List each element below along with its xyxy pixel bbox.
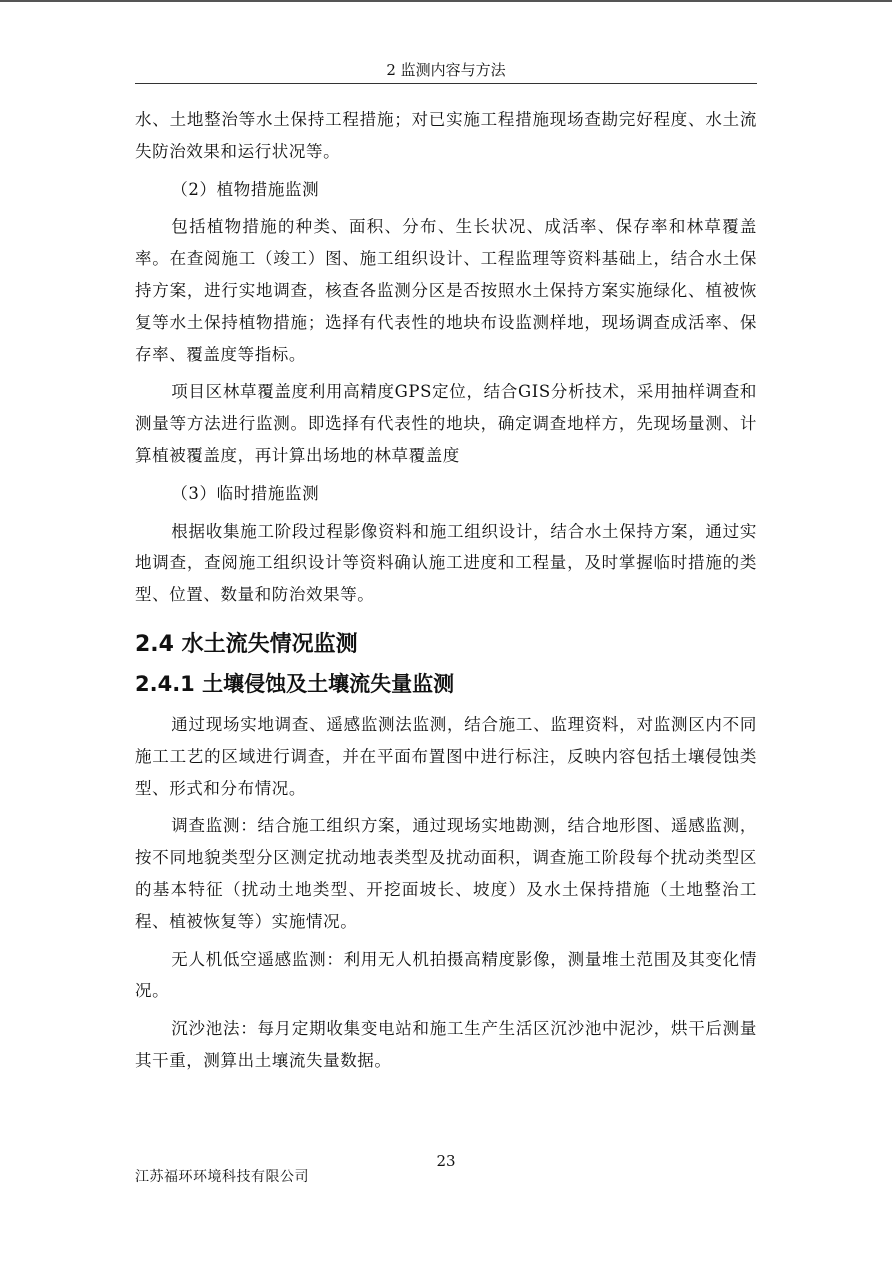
- subsection-heading: 2.4.1 土壤侵蚀及土壤流失量监测: [135, 671, 455, 696]
- paragraph-survey-monitoring: 调查监测：结合施工组织方案，通过现场实地勘测，结合地形图、遥感监测，按不同地貌类型分区测定扰动地表类型及扰动面积，调查施工阶段每个扰动类型区的基本特征（扰动土地类型、开挖面坡长、坡度）及水土保持措施（土地整治工程、植被恢复等）实施情况。: [135, 816, 757, 931]
- company-name: 江苏福环环境科技有限公司: [135, 1169, 309, 1185]
- running-header-title: 2 监测内容与方法: [386, 61, 506, 79]
- item-heading-plant-measures: （2）植物措施监测: [171, 179, 320, 199]
- paragraph-sediment-pond: 沉沙池法：每月定期收集变电站和施工生产生活区沉沙池中泥沙，烘干后测量其干重，测算出土壤流失量数据。: [135, 1019, 757, 1070]
- paragraph-engineering-measures: 水、土地整治等水土保持工程措施；对已实施工程措施现场查勘完好程度、水土流失防治效果和运行状况等。: [135, 110, 757, 161]
- page-number: 23: [436, 1152, 456, 1170]
- section-heading: 2.4 水土流失情况监测: [135, 631, 358, 657]
- paragraph-site-survey: 通过现场实地调查、遥感监测法监测，结合施工、监理资料，对监测区内不同施工工艺的区域进行调查，并在平面布置图中进行标注，反映内容包括土壤侵蚀类型、形式和分布情况。: [135, 714, 757, 798]
- page-top-border: [0, 0, 892, 2]
- paragraph-drone-monitoring: 无人机低空遥感监测：利用无人机拍摄高精度影像，测量堆土范围及其变化情况。: [135, 949, 757, 1001]
- header-divider: [135, 83, 757, 84]
- paragraph-temporary-measures: 根据收集施工阶段过程影像资料和施工组织设计，结合水土保持方案，通过实地调查，查阅施工组织设计等资料确认施工进度和工程量，及时掌握临时措施的类型、位置、数量和防治效果等。: [135, 521, 757, 605]
- paragraph-vegetation-coverage: 项目区林草覆盖度利用高精度GPS定位，结合GIS分析技术，采用抽样调查和测量等方法进行监测。即选择有代表性的地块，确定调查地样方，先现场量测、计算植被覆盖度，再计算出场地的林草覆盖度: [135, 382, 757, 465]
- item-heading-temporary-measures: （3）临时措施监测: [171, 483, 320, 503]
- document-body: [135, 104, 757, 1077]
- paragraph-plant-measures: 包括植物措施的种类、面积、分布、生长状况、成活率、保存率和林草覆盖率。在查阅施工（竣工）图、施工组织设计、工程监理等资料基础上，结合水土保持方案，进行实地调查，核查各监测分区是否按照水土保持方案实施绿化、植被恢复等水土保持植物措施；选择有代表性的地块布设监测样地，现场调查成活率、保存率、覆盖度等指标。: [135, 217, 757, 364]
